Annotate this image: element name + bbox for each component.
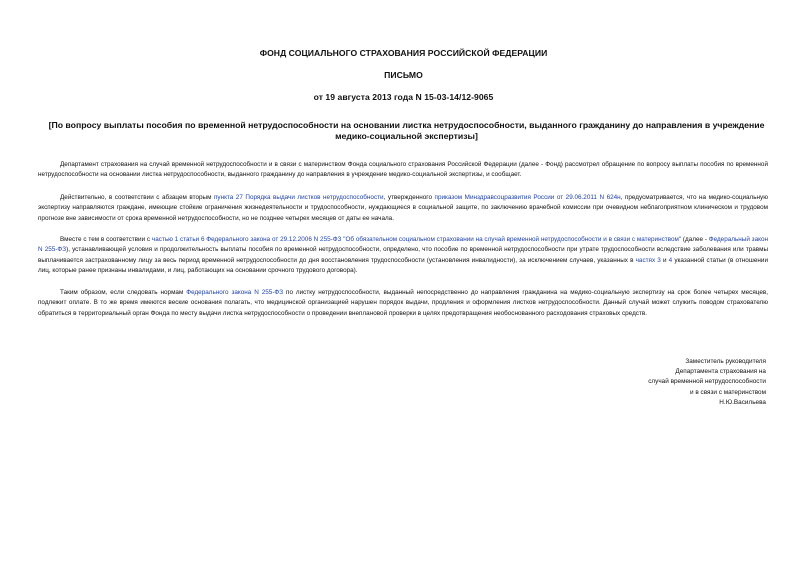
link-ministry-order-624n[interactable]: приказом Минздравсоцразвития России от 29.06.2011 N 624н	[434, 194, 621, 201]
link-law-255-article-6[interactable]: частью 1 статьи 6 Федерального закона от 29.12.2006 N 255-ФЗ "Об обязательном социальном страховании на случай временной нетрудоспособности и в связи с материнством"	[151, 236, 682, 243]
text-run: , утвержденного	[383, 194, 435, 201]
text-run: , предусматривается, что на медико-социальную экспертизу направляются граждане, имеющие стойкие ограничения жизнедеятельности и трудоспособности, нуждающиеся в социальной защите, по заключению врачебной комиссии при очевидном неблагоприятном клиническом и трудовом прогнозе вне зависимости от срока временной нетрудоспособности, но не позднее четырех месяцев от даты ее начала.	[38, 194, 768, 222]
text-run: по листку нетрудоспособности, выданный непосредственно до направления гражданина на медико-социальную экспертизу на срок более четырех месяцев, подлежит оплате. В то же время имеются веские основания полагать, что медицинской организацией нарушен порядок выдачи, продления и оформления листков нетрудоспособности. Данный случай может служить поводом страхователю обратиться в территориальный орган Фонда по месту выдачи листка нетрудоспособности о проведении внеплановой проверки в целях предотвращения необоснованного расходования страховых средств.	[38, 289, 768, 317]
document-type: ПИСЬМО	[384, 70, 423, 80]
paragraph-4	[38, 288, 768, 319]
paragraph-2	[38, 193, 768, 224]
signature-department-cont: случай временной нетрудоспособности	[648, 378, 766, 386]
link-law-255[interactable]: Федеральный закон N 255-ФЗ	[38, 236, 768, 254]
text-run: и	[660, 256, 669, 264]
document-title: [По вопросу выплаты пособия по временной нетрудоспособности на основании листка нетрудоспособности, выданного гражданину до направления в учреждение медико-социальной экспертизы]	[48, 120, 765, 141]
link-part-3[interactable]: частях 3	[635, 256, 661, 264]
signature-block	[546, 357, 766, 408]
text-run: Вместе с тем в соответствии с	[60, 236, 152, 243]
text-run: Действительно, в соответствии с абзацем вторым	[60, 194, 214, 201]
paragraph-1	[38, 160, 768, 181]
link-order-item-27[interactable]: пункта 27 Порядка выдачи листков нетрудоспособности	[213, 194, 384, 201]
paragraph-1-text: Департамент страхования на случай временной нетрудоспособности и в связи с материнством Фонда социального страхования Российской Федерации (далее - Фонд) рассмотрел обращение по вопросу выплаты пособия по временной нетрудоспособности на основании листка нетрудоспособности, выданного гражданину до направления в учреждение медико-социальной экспертизы, и сообщает.	[38, 161, 768, 179]
text-run: ), устанавливающей условия и продолжительность выплаты пособия по временной нетрудоспособности, определено, что пособие по временной нетрудоспособности при утрате трудоспособности вследствие заболевания или травмы выплачивается застрахованному лицу за весь период временной нетрудоспособности до дня восстановления трудоспособности (установления инвалидности), за исключением случаев, указанных в	[38, 246, 768, 264]
signature-position: Заместитель руководителя	[685, 358, 766, 365]
link-part-4[interactable]: 4	[668, 256, 673, 264]
document-date-number: от 19 августа 2013 года N 15-03-14/12-9065	[313, 92, 494, 102]
signatory-name: Н.Ю.Васильева	[719, 398, 766, 406]
text-run: Таким образом, если следовать нормам	[60, 289, 187, 296]
text-run: (далее -	[681, 236, 709, 243]
text-run: указанной статьи (в отношении лиц, которые ранее признаны инвалидами, и лиц, работающих на основании срочного трудового договора).	[38, 256, 768, 275]
signature-department: Департамента страхования на	[675, 368, 766, 376]
paragraph-3	[38, 235, 768, 277]
organization-heading: ФОНД СОЦИАЛЬНОГО СТРАХОВАНИЯ РОССИЙСКОЙ ФЕДЕРАЦИИ	[259, 48, 548, 58]
signature-department-end: и в связи с материнством	[689, 388, 766, 396]
link-law-255-norms[interactable]: Федерального закона N 255-ФЗ	[186, 289, 284, 296]
